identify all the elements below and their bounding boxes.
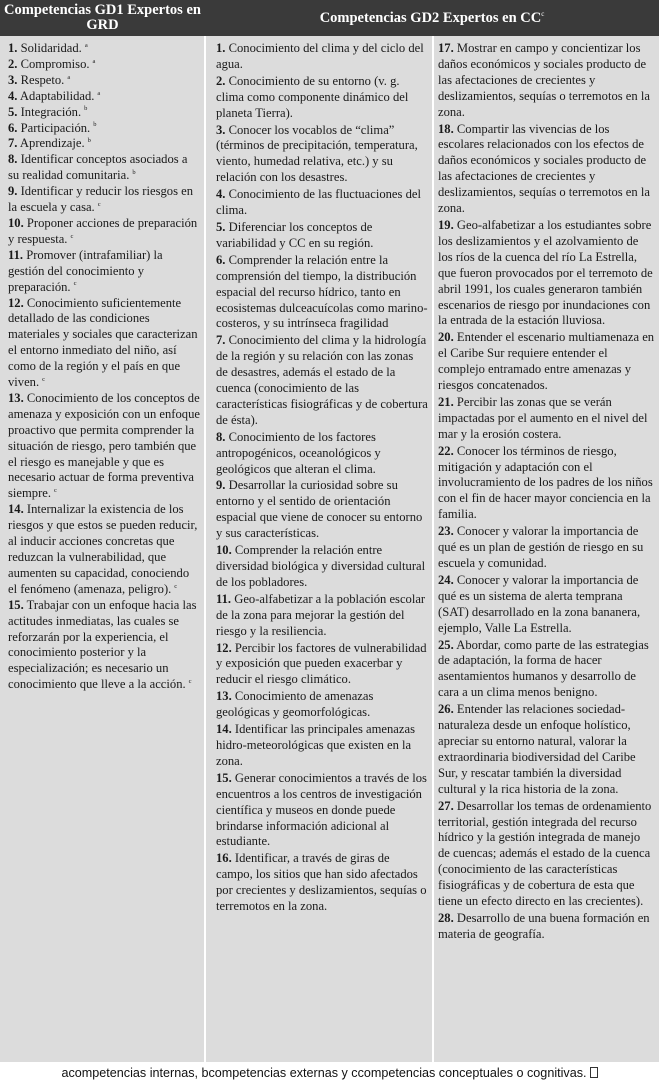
competency-text: Conocimiento de su entorno (v. g. clima como componente dinámico del planeta Tierra).	[216, 73, 409, 120]
competency-item	[8, 296, 200, 391]
missing-glyph-icon	[590, 1067, 598, 1078]
competency-text: Aprendizaje.	[19, 136, 85, 151]
competency-text: Conocer y valorar la importancia de qué es un sistema de alerta temprana (SAT) desarrollado en la zona bananera, ejemplo, Valle La Estrella.	[438, 572, 641, 635]
competency-number: 6.	[8, 120, 18, 135]
competency-number: 10.	[8, 215, 24, 230]
competency-number: 5.	[216, 219, 226, 234]
competency-type-sup: b	[84, 105, 88, 113]
competency-text: Respeto.	[20, 72, 65, 87]
competency-item	[8, 502, 200, 597]
competency-number: 28.	[438, 910, 454, 925]
competency-number: 24.	[438, 572, 454, 587]
competency-text: Identificar conceptos asociados a su realidad comunitaria.	[8, 152, 188, 183]
competency-item	[216, 253, 428, 333]
competency-text: Percibir los factores de vulnerabilidad y exposición que pueden exacerbar y reducir el riesgo climático.	[216, 640, 427, 687]
competency-text: Conocimiento del clima y del ciclo del agua.	[216, 41, 424, 71]
competency-text: Conocimiento de las fluctuaciones del clima.	[216, 187, 421, 218]
competency-number: 25.	[438, 637, 454, 652]
competency-item	[438, 41, 655, 121]
competency-number: 14.	[8, 502, 24, 517]
competency-text: Conocer los vocablos de “clima” (términos de precipitación, temperatura, viento, humedad relativa, etc.) y su relación con los desastres.	[216, 122, 418, 185]
competency-item	[216, 430, 428, 478]
competency-number: 4.	[216, 187, 226, 202]
competency-item	[8, 121, 200, 137]
competency-text: Adaptabilidad.	[19, 88, 95, 103]
column-gd2-left	[206, 36, 433, 1062]
competency-item	[216, 592, 428, 640]
competency-number: 23.	[438, 524, 454, 539]
competency-item	[438, 911, 655, 943]
competency-item	[438, 330, 655, 394]
competency-number: 11.	[216, 591, 232, 606]
competency-number: 22.	[438, 443, 454, 458]
competency-number: 19.	[438, 217, 454, 232]
competency-number: 7.	[8, 136, 18, 151]
table-footnote	[0, 1065, 659, 1083]
competency-text: Desarrollo de una buena formación en materia de geografía.	[438, 910, 650, 941]
competency-item	[216, 722, 428, 770]
competency-type-sup: c	[42, 375, 46, 383]
footnote-text: acompetencias internas, bcompetencias externas y ccompetencias conceptuales o cognitivas.	[61, 1066, 587, 1080]
competency-type-sup: b	[132, 169, 136, 177]
competency-text: Compromiso.	[20, 56, 90, 71]
competency-item	[216, 220, 428, 252]
competency-item	[216, 543, 428, 591]
competency-type-sup: c	[70, 232, 74, 240]
competency-item	[8, 136, 200, 152]
competency-number: 6.	[216, 252, 226, 267]
competency-item	[216, 771, 428, 851]
competency-text: Comprender la relación entre la comprensión del tiempo, la distribución espacial del recurso hídrico, tanto en ecosistemas dulceacuícolas como marino-costeros, y su intrínseca fragilidad	[216, 252, 428, 331]
competency-number: 1.	[8, 41, 18, 55]
competency-item	[216, 41, 428, 73]
competency-number: 2.	[216, 73, 226, 88]
competency-type-sup: a	[92, 57, 96, 65]
competency-item	[216, 123, 428, 187]
competency-number: 17.	[438, 41, 454, 55]
competency-number: 11.	[8, 247, 24, 262]
competency-item	[8, 216, 200, 248]
column-gd2-right	[434, 36, 659, 1062]
competency-number: 10.	[216, 543, 232, 558]
competency-type-sup: c	[97, 200, 101, 208]
competency-text: Identificar y reducir los riesgos en la escuela y casa.	[8, 184, 194, 215]
competency-number: 8.	[8, 152, 18, 167]
competency-type-sup: a	[97, 89, 101, 97]
competency-text: Conocer y valorar la importancia de qué es un plan de gestión de riesgo en su escuela y comunidad.	[438, 524, 644, 570]
competency-item	[8, 184, 200, 216]
competency-number: 15.	[8, 597, 24, 612]
competency-text: Conocimiento del clima y la hidrología de la región y su relación con las zonas de desastres, además el estado de la cuenca (conocimiento de las características fisiográficas y de cobertura de ésta).	[216, 333, 428, 427]
competency-text: Desarrollar la curiosidad sobre su entorno y el sentido de orientación espacial que viene de conocer su entorno y sus características.	[216, 478, 423, 541]
competency-number: 4.	[8, 88, 18, 103]
competency-number: 27.	[438, 798, 454, 813]
competency-item	[438, 395, 655, 443]
competency-item	[216, 689, 428, 721]
competency-number: 5.	[8, 104, 18, 119]
competency-item	[438, 573, 655, 637]
competency-item	[438, 444, 655, 524]
competency-number: 14.	[216, 722, 232, 737]
competency-number: 20.	[438, 330, 454, 345]
competency-type-sup: a	[67, 73, 71, 81]
competency-item	[438, 638, 655, 702]
competency-item	[216, 187, 428, 219]
header-gd1	[0, 0, 205, 36]
competency-item	[8, 248, 200, 296]
competency-item	[8, 73, 200, 89]
competency-type-sup: a	[84, 41, 88, 49]
competency-item	[438, 218, 655, 329]
competency-text: Identificar las principales amenazas hidro-meteorológicas que existen en la zona.	[216, 722, 415, 768]
competency-number: 8.	[216, 429, 226, 444]
competency-item	[216, 74, 428, 122]
competency-number: 2.	[8, 56, 18, 71]
competency-text: Conocimiento de amenazas geológicas y geomorfológicas.	[216, 689, 374, 720]
competency-text: Integración.	[20, 104, 82, 119]
competency-item	[8, 598, 200, 693]
competency-number: 13.	[8, 390, 24, 405]
competency-number: 26.	[438, 702, 454, 717]
competency-number: 3.	[8, 72, 18, 87]
competency-number: 9.	[8, 184, 18, 199]
competency-text: Abordar, como parte de las estrategias de adaptación, la forma de hacer asentamientos humanos y desarrollo de cara a un clima menos benigno.	[438, 637, 649, 700]
competency-number: 3.	[216, 122, 226, 137]
competency-item	[8, 57, 200, 73]
competency-item	[8, 152, 200, 184]
competency-text: Conocimiento suficientemente detallado de las condiciones materiales y sociales que caracterizan el entorno inmediato del niño, así como de la región y el país en que viven.	[8, 295, 198, 390]
competency-text: Internalizar la existencia de los riesgos y que estos se pueden reducir, al inducir acciones concretas que reduzcan la vulnerabilidad, que aumenten su capacidad, conociendo el fenómeno (amenaza, peligro).	[8, 502, 198, 596]
competency-text: Trabajar con un enfoque hacia las actitudes inmediatas, las cuales se reforzarán por la experiencia, el conocimiento posterior y la especialización; es necesario un conocimiento que lleve a la acción.	[8, 597, 197, 692]
competency-item	[8, 391, 200, 502]
header-gd2-text: Competencias GD2 Expertos en CC	[319, 9, 542, 26]
competency-number: 1.	[216, 41, 226, 55]
competency-number: 15.	[216, 770, 232, 785]
competency-number: 12.	[8, 295, 24, 310]
competency-item	[8, 89, 200, 105]
competency-text: Comprender la relación entre diversidad biológica y diversidad cultural de los pobladores.	[216, 543, 426, 589]
competency-number: 16.	[216, 851, 232, 866]
competency-text: Proponer acciones de preparación y respuesta.	[8, 215, 198, 246]
header-gd2-sup: c	[541, 10, 545, 18]
header-gd1-text: Competencias GD1 Expertos en GRD	[4, 2, 201, 33]
competency-text: Geo-alfabetizar a los estudiantes sobre los deslizamientos y el azolvamiento de los ríos de la cuenca del río La Estrella, que fueron provocados por el terremoto de abril 1991, los cuales generaron también escenarios de riesgo por inundaciones con la entrada de la estación lluviosa.	[438, 217, 653, 328]
competency-number: 13.	[216, 689, 232, 704]
competency-type-sup: b	[93, 121, 97, 129]
competency-item	[438, 702, 655, 797]
competency-text: Entender las relaciones sociedad-naturaleza desde un enfoque holístico, apreciar su entorno natural, valorar la extraordinaria biodiversidad del Caribe Sur, y rescatar también la diversidad cultural y la rica historia de la zona.	[438, 702, 636, 796]
competency-item	[216, 478, 428, 542]
competency-text: Solidaridad.	[20, 41, 82, 55]
competency-text: Participación.	[20, 120, 91, 135]
competency-item	[438, 524, 655, 572]
competency-item	[8, 41, 200, 57]
competency-text: Percibir las zonas que se verán impactadas por el aumento en el nivel del mar y la erosión costera.	[438, 394, 648, 441]
competency-text: Compartir las vivencias de los escolares relacionados con los efectos de daños económicos y sociales producto de las afectaciones de crecientes y deslizamientos, sequías o terremotos en la zona.	[438, 121, 650, 216]
competency-text: Entender el escenario multiamenaza en el Caribe Sur requiere entender el complejo entramado entre amenazas y riesgos concatenados.	[438, 330, 655, 393]
competency-number: 7.	[216, 333, 226, 348]
competency-number: 9.	[216, 478, 226, 493]
competency-text: Desarrollar los temas de ordenamiento territorial, gestión integrada del recurso hídrico y la gestión integrada de manejo de cuencas; además el estado de la cuenca (conocimiento de las características fisiográficas y de cobertura de esta que tiene un efecto directo en las crecientes).	[438, 798, 652, 909]
competency-text: Identificar, a través de giras de campo, los sitios que han sido afectados por crecientes y deslizamientos, sequías o terremotos en la zona.	[216, 851, 427, 914]
competency-text: Mostrar en campo y concientizar los daños económicos y sociales producto de las afectaciones de crecientes y deslizamientos, sequías o terremotos en la zona.	[438, 41, 650, 119]
competency-type-sup: c	[73, 280, 77, 288]
competency-number: 21.	[438, 394, 454, 409]
competency-text: Promover (intrafamiliar) la gestión del conocimiento y preparación.	[8, 247, 163, 294]
competency-type-sup: c	[54, 487, 57, 495]
competency-type-sup: c	[188, 678, 192, 686]
header-gd2	[205, 0, 659, 36]
competency-item	[216, 851, 428, 915]
competency-item	[438, 799, 655, 910]
competency-text: Conocer los términos de riesgo, mitigación y adaptación con el involucramiento de los padres de los niños con el fin de hacer mayor conciencia en la familia.	[438, 443, 653, 522]
competency-item	[438, 122, 655, 217]
competency-item	[216, 641, 428, 689]
competency-text: Conocimiento de los conceptos de amenaza y exposición con un enfoque proactivo que permita comprender la situación de riesgo, pero también que el riesgo es manejable y que es necesario actuar de forma preventiva siempre.	[8, 390, 200, 501]
competency-number: 18.	[438, 121, 454, 136]
column-gd1	[0, 36, 205, 1062]
competency-text: Conocimiento de los factores antropogénicos, oceanológicos y geológicos que alteran el clima.	[216, 429, 381, 476]
competency-type-sup: b	[87, 137, 91, 145]
competency-text: Diferenciar los conceptos de variabilidad y CC en su región.	[216, 219, 374, 250]
competency-number: 12.	[216, 640, 232, 655]
competency-text: Generar conocimientos a través de los encuentros a los centros de investigación científica y museos en donde puede brindarse información adicional al estudiante.	[216, 770, 427, 849]
competency-item	[216, 333, 428, 428]
competency-item	[8, 105, 200, 121]
competency-text: Geo-alfabetizar a la población escolar de la zona para mejorar la gestión del riesgo y la resiliencia.	[216, 591, 426, 638]
competency-type-sup: c	[174, 582, 178, 590]
